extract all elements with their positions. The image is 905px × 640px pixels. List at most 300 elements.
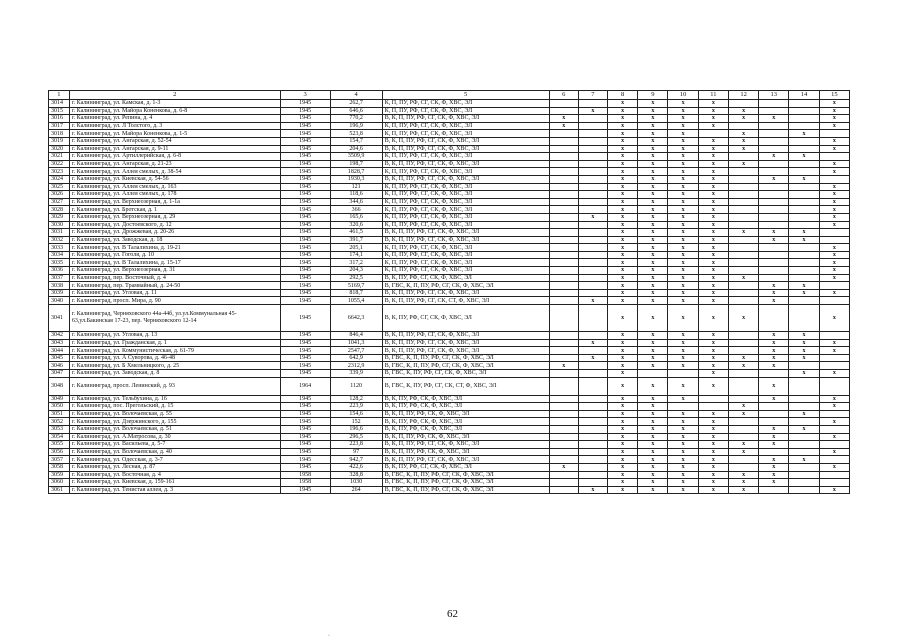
mark-cell (549, 130, 578, 138)
year-cell: 1964 (280, 377, 330, 395)
mark-cell: x (608, 282, 638, 290)
mark-cell: x (668, 221, 698, 229)
mark-cell: x (728, 107, 758, 115)
area-cell: 262,7 (330, 100, 382, 108)
mark-cell (549, 305, 578, 332)
area-cell: 152 (330, 418, 382, 426)
area-cell: 366 (330, 206, 382, 214)
mark-cell (549, 274, 578, 282)
mark-cell: x (819, 274, 849, 282)
mark-cell: x (759, 339, 789, 347)
mark-cell (668, 403, 698, 411)
mark-cell: x (728, 115, 758, 123)
mark-cell (759, 251, 789, 259)
mark-cell: x (728, 441, 758, 449)
table-row (49, 463, 850, 471)
mark-cell (578, 122, 607, 130)
mark-cell (549, 433, 578, 441)
address-cell: г. Калининград, ул. Волочаевская, д. 55 (69, 410, 280, 418)
area-cell: 1828,7 (330, 168, 382, 176)
mark-cell: x (759, 479, 789, 487)
mark-cell: x (728, 410, 758, 418)
mark-cell: x (608, 347, 638, 355)
mark-cell (819, 297, 849, 305)
mark-cell (549, 153, 578, 161)
mark-cell: x (789, 282, 819, 290)
mark-cell: x (638, 418, 668, 426)
mark-cell: x (698, 206, 728, 214)
year-cell: 1958 (280, 479, 330, 487)
year-cell: 1945 (280, 122, 330, 130)
table-row (49, 145, 850, 153)
mark-cell (759, 403, 789, 411)
systems-cell: В, К, ПУ, РФ, СК, Ф, ХВС, ЭЛ (382, 403, 549, 411)
year-cell: 1945 (280, 183, 330, 191)
row-id-cell: 3047 (49, 370, 70, 378)
mark-cell: x (608, 191, 638, 199)
row-id-cell: 3044 (49, 347, 70, 355)
mark-cell: x (789, 289, 819, 297)
mark-cell (789, 441, 819, 449)
mark-cell (728, 289, 758, 297)
mark-cell (549, 100, 578, 108)
mark-cell (789, 448, 819, 456)
mark-cell (789, 145, 819, 153)
mark-cell: x (638, 130, 668, 138)
mark-cell: x (668, 377, 698, 395)
mark-cell (549, 183, 578, 191)
row-id-cell: 3019 (49, 137, 70, 145)
mark-cell: x (608, 259, 638, 267)
mark-cell: x (668, 410, 698, 418)
table-row (49, 115, 850, 123)
area-cell: 3509,9 (330, 153, 382, 161)
area-cell: 198,7 (330, 160, 382, 168)
row-id-cell: 3014 (49, 100, 70, 108)
table-row (49, 137, 850, 145)
table-row (49, 377, 850, 395)
mark-cell (578, 274, 607, 282)
systems-cell: В, К, П, ПУ, РФ, СГ, СК, Ф, ХВС, ЭЛ (382, 229, 549, 237)
mark-cell: x (698, 191, 728, 199)
mark-cell: x (638, 332, 668, 340)
row-id-cell: 3035 (49, 259, 70, 267)
mark-cell (549, 332, 578, 340)
mark-cell: x (608, 153, 638, 161)
row-id-cell: 3043 (49, 339, 70, 347)
mark-cell (578, 191, 607, 199)
area-cell: 165,6 (330, 213, 382, 221)
mark-cell (578, 221, 607, 229)
mark-cell (728, 463, 758, 471)
mark-cell: x (638, 183, 668, 191)
area-cell: 196,6 (330, 425, 382, 433)
table-row (49, 347, 850, 355)
row-id-cell: 3050 (49, 403, 70, 411)
mark-cell (789, 433, 819, 441)
year-cell: 1945 (280, 463, 330, 471)
mark-cell (549, 395, 578, 403)
mark-cell: x (698, 289, 728, 297)
area-cell: 646,6 (330, 107, 382, 115)
mark-cell: x (578, 354, 607, 362)
year-cell: 1945 (280, 425, 330, 433)
mark-cell: x (608, 198, 638, 206)
table-row (49, 395, 850, 403)
row-id-cell: 3041 (49, 305, 70, 332)
mark-cell: x (759, 332, 789, 340)
mark-cell (789, 479, 819, 487)
mark-cell: x (698, 377, 728, 395)
mark-cell: x (698, 456, 728, 464)
row-id-cell: 3045 (49, 354, 70, 362)
address-cell: г. Калининград, ул. А.Матросова, д. 30 (69, 433, 280, 441)
mark-cell: x (819, 145, 849, 153)
mark-cell: x (608, 418, 638, 426)
area-cell: 205,1 (330, 244, 382, 252)
mark-cell (759, 130, 789, 138)
mark-cell: x (819, 486, 849, 494)
mark-cell (728, 339, 758, 347)
mark-cell: x (728, 471, 758, 479)
header-cell: 4 (330, 91, 382, 100)
address-cell: г. Калининград, ул. Аллея смелых, д. 163 (69, 183, 280, 191)
year-cell: 1945 (280, 160, 330, 168)
mark-cell (549, 456, 578, 464)
mark-cell (549, 418, 578, 426)
address-cell: г. Калининград, ул. В Талалихина, д. 19-21 (69, 244, 280, 252)
mark-cell (789, 251, 819, 259)
mark-cell: x (668, 115, 698, 123)
table-row (49, 456, 850, 464)
header-cell: 10 (668, 91, 698, 100)
mark-cell (728, 332, 758, 340)
mark-cell: x (638, 274, 668, 282)
area-cell: 1120 (330, 377, 382, 395)
address-cell: г. Калининград, ул. Репина, д. 4 (69, 115, 280, 123)
mark-cell (578, 229, 607, 237)
mark-cell: x (698, 274, 728, 282)
area-cell: 296,5 (330, 433, 382, 441)
mark-cell: x (819, 433, 849, 441)
year-cell: 1945 (280, 153, 330, 161)
mark-cell: x (638, 251, 668, 259)
address-cell: г. Калининград, ул. Бротская, д. 1 (69, 206, 280, 214)
mark-cell (578, 347, 607, 355)
mark-cell: x (638, 115, 668, 123)
mark-cell: x (728, 130, 758, 138)
mark-cell: x (668, 441, 698, 449)
mark-cell: x (698, 305, 728, 332)
mark-cell (728, 191, 758, 199)
mark-cell (549, 206, 578, 214)
area-cell: 6642,3 (330, 305, 382, 332)
mark-cell: x (698, 486, 728, 494)
mark-cell (549, 471, 578, 479)
mark-cell: x (759, 395, 789, 403)
table-row (49, 448, 850, 456)
mark-cell: x (668, 297, 698, 305)
mark-cell (728, 198, 758, 206)
mark-cell (549, 168, 578, 176)
mark-cell (728, 297, 758, 305)
systems-cell: К, П, ПУ, РФ, СГ, СК, Ф, ХВС, ЭЛ (382, 183, 549, 191)
mark-cell: x (668, 206, 698, 214)
mark-cell: x (819, 122, 849, 130)
mark-cell (578, 479, 607, 487)
mark-cell: x (698, 122, 728, 130)
address-cell: г. Калининград, пер. Трамвайный, д. 24-50 (69, 282, 280, 290)
mark-cell (549, 267, 578, 275)
mark-cell: x (819, 160, 849, 168)
mark-cell: x (759, 362, 789, 370)
mark-cell (549, 425, 578, 433)
row-id-cell: 3023 (49, 168, 70, 176)
mark-cell: x (819, 213, 849, 221)
mark-cell: x (668, 305, 698, 332)
mark-cell: x (638, 362, 668, 370)
mark-cell (728, 347, 758, 355)
year-cell: 1945 (280, 297, 330, 305)
year-cell: 1945 (280, 289, 330, 297)
systems-cell: К, П, ПУ, РФ, СГ, СК, Ф, ХВС, ЭЛ (382, 153, 549, 161)
systems-cell: К, П, ПУ, РФ, СГ, СК, Ф, ХВС, ЭЛ (382, 251, 549, 259)
systems-cell: В, К, ПУ, РФ, СГ, СК, Ф, ХВС, ЭЛ (382, 274, 549, 282)
mark-cell (578, 145, 607, 153)
year-cell: 1945 (280, 332, 330, 340)
address-cell: г. Калининград, ул. Л Толстого, д. 3 (69, 122, 280, 130)
table-row (49, 244, 850, 252)
address-cell: г. Калининград, ул. Васильева, д. 5-7 (69, 441, 280, 449)
row-id-cell: 3056 (49, 448, 70, 456)
mark-cell (759, 418, 789, 426)
mark-cell: x (728, 486, 758, 494)
mark-cell: x (668, 153, 698, 161)
mark-cell: x (759, 456, 789, 464)
header-cell: 6 (549, 91, 578, 100)
mark-cell (819, 332, 849, 340)
table-row (49, 130, 850, 138)
mark-cell: x (668, 183, 698, 191)
mark-cell: x (668, 236, 698, 244)
table-row (49, 433, 850, 441)
mark-cell: x (638, 282, 668, 290)
mark-cell: x (668, 456, 698, 464)
mark-cell: x (759, 289, 789, 297)
area-cell: 174,1 (330, 251, 382, 259)
mark-cell: x (608, 251, 638, 259)
address-cell: г. Калининград, ул. Гражданская, д. 1 (69, 339, 280, 347)
mark-cell (789, 471, 819, 479)
mark-cell: x (549, 463, 578, 471)
table-row (49, 362, 850, 370)
mark-cell (668, 370, 698, 378)
mark-cell (819, 479, 849, 487)
mark-cell (578, 183, 607, 191)
row-id-cell: 3020 (49, 145, 70, 153)
table-row (49, 191, 850, 199)
mark-cell (728, 395, 758, 403)
mark-cell: x (668, 339, 698, 347)
mark-cell (578, 471, 607, 479)
mark-cell: x (698, 448, 728, 456)
mark-cell (789, 137, 819, 145)
table-row (49, 160, 850, 168)
mark-cell: x (608, 370, 638, 378)
header-cell: 8 (608, 91, 638, 100)
table-row (49, 339, 850, 347)
mark-cell: x (698, 100, 728, 108)
address-cell: г. Калининград, ул. В Талалихина, д. 15-17 (69, 259, 280, 267)
mark-cell: x (728, 274, 758, 282)
area-cell: 264 (330, 486, 382, 494)
mark-cell: x (698, 425, 728, 433)
address-cell: г. Калининград, ул. Угловая, д. 13 (69, 332, 280, 340)
row-id-cell: 3033 (49, 244, 70, 252)
address-cell: г. Калининград, пер. Восточный, д. 4 (69, 274, 280, 282)
systems-cell: В, К, П, ПУ, РФ, СГ, СК, Ф, ХВС, ЭЛ (382, 456, 549, 464)
mark-cell (759, 137, 789, 145)
mark-cell: x (819, 267, 849, 275)
mark-cell (759, 267, 789, 275)
address-cell: г. Калининград, ул. Гоголя, д. 10 (69, 251, 280, 259)
mark-cell (789, 297, 819, 305)
mark-cell: x (668, 229, 698, 237)
mark-cell: x (698, 297, 728, 305)
systems-cell: В, ГВС, К, П, ПУ, РФ, СГ, СК, Ф, ХВС, ЭЛ (382, 479, 549, 487)
mark-cell: x (759, 471, 789, 479)
mark-cell: x (608, 425, 638, 433)
systems-cell: В, ГВС, К, П, ПУ, РФ, СГ, СК, Ф, ХВС, ЭЛ (382, 471, 549, 479)
mark-cell: x (638, 403, 668, 411)
mark-cell (638, 370, 668, 378)
mark-cell: x (638, 213, 668, 221)
mark-cell: x (638, 168, 668, 176)
mark-cell: x (668, 448, 698, 456)
year-cell: 1945 (280, 115, 330, 123)
row-id-cell: 3030 (49, 221, 70, 229)
mark-cell: x (608, 100, 638, 108)
mark-cell (698, 403, 728, 411)
year-cell: 1945 (280, 418, 330, 426)
systems-cell: В, К, П, ПУ, РФ, СК, Ф, ХВС, ЭЛ (382, 433, 549, 441)
mark-cell (789, 122, 819, 130)
mark-cell (578, 289, 607, 297)
mark-cell (578, 198, 607, 206)
mark-cell (728, 425, 758, 433)
systems-cell: В, К, П, ПУ, РФ, СГ, СК, Ф, ХВС, ЭЛ (382, 332, 549, 340)
mark-cell: x (668, 107, 698, 115)
year-cell: 1945 (280, 395, 330, 403)
mark-cell: x (728, 160, 758, 168)
mark-cell: x (819, 370, 849, 378)
mark-cell: x (668, 425, 698, 433)
systems-cell: К, П, ПУ, РФ, СГ, СК, Ф, ХВС, ЭЛ (382, 130, 549, 138)
row-id-cell: 3022 (49, 160, 70, 168)
table-row (49, 305, 850, 332)
table-row (49, 251, 850, 259)
header-cell: 12 (728, 91, 758, 100)
mark-cell (578, 410, 607, 418)
year-cell: 1945 (280, 339, 330, 347)
address-cell: г. Калининград, ул. Коммунистическая, д. 61-79 (69, 347, 280, 355)
year-cell: 1945 (280, 130, 330, 138)
mark-cell: x (668, 145, 698, 153)
systems-cell: К, П, ПУ, РФ, СГ, СК, Ф, ХВС, ЭЛ (382, 206, 549, 214)
mark-cell: x (728, 305, 758, 332)
mark-cell (789, 198, 819, 206)
mark-cell: x (728, 403, 758, 411)
systems-cell: В, К, ПУ, РФ, СГ, СК, Ф, ХВС, ЭЛ (382, 463, 549, 471)
mark-cell (549, 251, 578, 259)
mark-cell (578, 137, 607, 145)
mark-cell (759, 198, 789, 206)
area-cell: 154,7 (330, 137, 382, 145)
mark-cell (578, 425, 607, 433)
mark-cell: x (668, 130, 698, 138)
systems-cell: В, ГВС, К, П, ПУ, РФ, СГ, СК, Ф, ХВС, ЭЛ (382, 362, 549, 370)
mark-cell (578, 251, 607, 259)
mark-cell: x (608, 145, 638, 153)
systems-cell: В, ГВС, К, ПУ, РФ, СГ, СК, СТ, Ф, ХВС, ЭЛ (382, 377, 549, 395)
mark-cell: x (698, 153, 728, 161)
mark-cell (578, 267, 607, 275)
mark-cell (578, 282, 607, 290)
row-id-cell: 3055 (49, 441, 70, 449)
mark-cell (819, 362, 849, 370)
area-cell: 1030 (330, 479, 382, 487)
mark-cell: x (608, 456, 638, 464)
mark-cell: x (728, 145, 758, 153)
mark-cell: x (668, 479, 698, 487)
mark-cell: x (698, 354, 728, 362)
mark-cell (578, 441, 607, 449)
mark-cell: x (638, 395, 668, 403)
mark-cell (549, 486, 578, 494)
mark-cell (789, 244, 819, 252)
mark-cell: x (668, 274, 698, 282)
mark-cell: x (819, 289, 849, 297)
mark-cell: x (759, 175, 789, 183)
table-row (49, 403, 850, 411)
mark-cell: x (638, 267, 668, 275)
mark-cell (549, 244, 578, 252)
mark-cell (728, 221, 758, 229)
mark-cell (549, 410, 578, 418)
mark-cell: x (728, 479, 758, 487)
mark-cell (759, 448, 789, 456)
mark-cell: x (668, 433, 698, 441)
address-cell: г. Калининград, ул. Тельбухина, д. 16 (69, 395, 280, 403)
header-cell: 14 (789, 91, 819, 100)
mark-cell: x (698, 145, 728, 153)
year-cell: 1945 (280, 448, 330, 456)
table-row (49, 297, 850, 305)
mark-cell: x (638, 100, 668, 108)
row-id-cell: 3034 (49, 251, 70, 259)
mark-cell: x (608, 168, 638, 176)
table-row (49, 282, 850, 290)
systems-cell: К, П, ПУ, РФ, СГ, СК, Ф, ХВС, ЭЛ (382, 221, 549, 229)
systems-cell: В, К, П, ПУ, РФ, СК, Ф, ХВС, ЭЛ (382, 410, 549, 418)
mark-cell (819, 425, 849, 433)
address-cell: г. Калининград, просп. Мира, д. 90 (69, 297, 280, 305)
systems-cell: К, П, ПУ, РФ, СГ, СК, Ф, ХВС, ЭЛ (382, 213, 549, 221)
mark-cell (728, 259, 758, 267)
address-cell: г. Калининград, просп. Ленинский, д. 93 (69, 377, 280, 395)
mark-cell (759, 213, 789, 221)
mark-cell (578, 259, 607, 267)
